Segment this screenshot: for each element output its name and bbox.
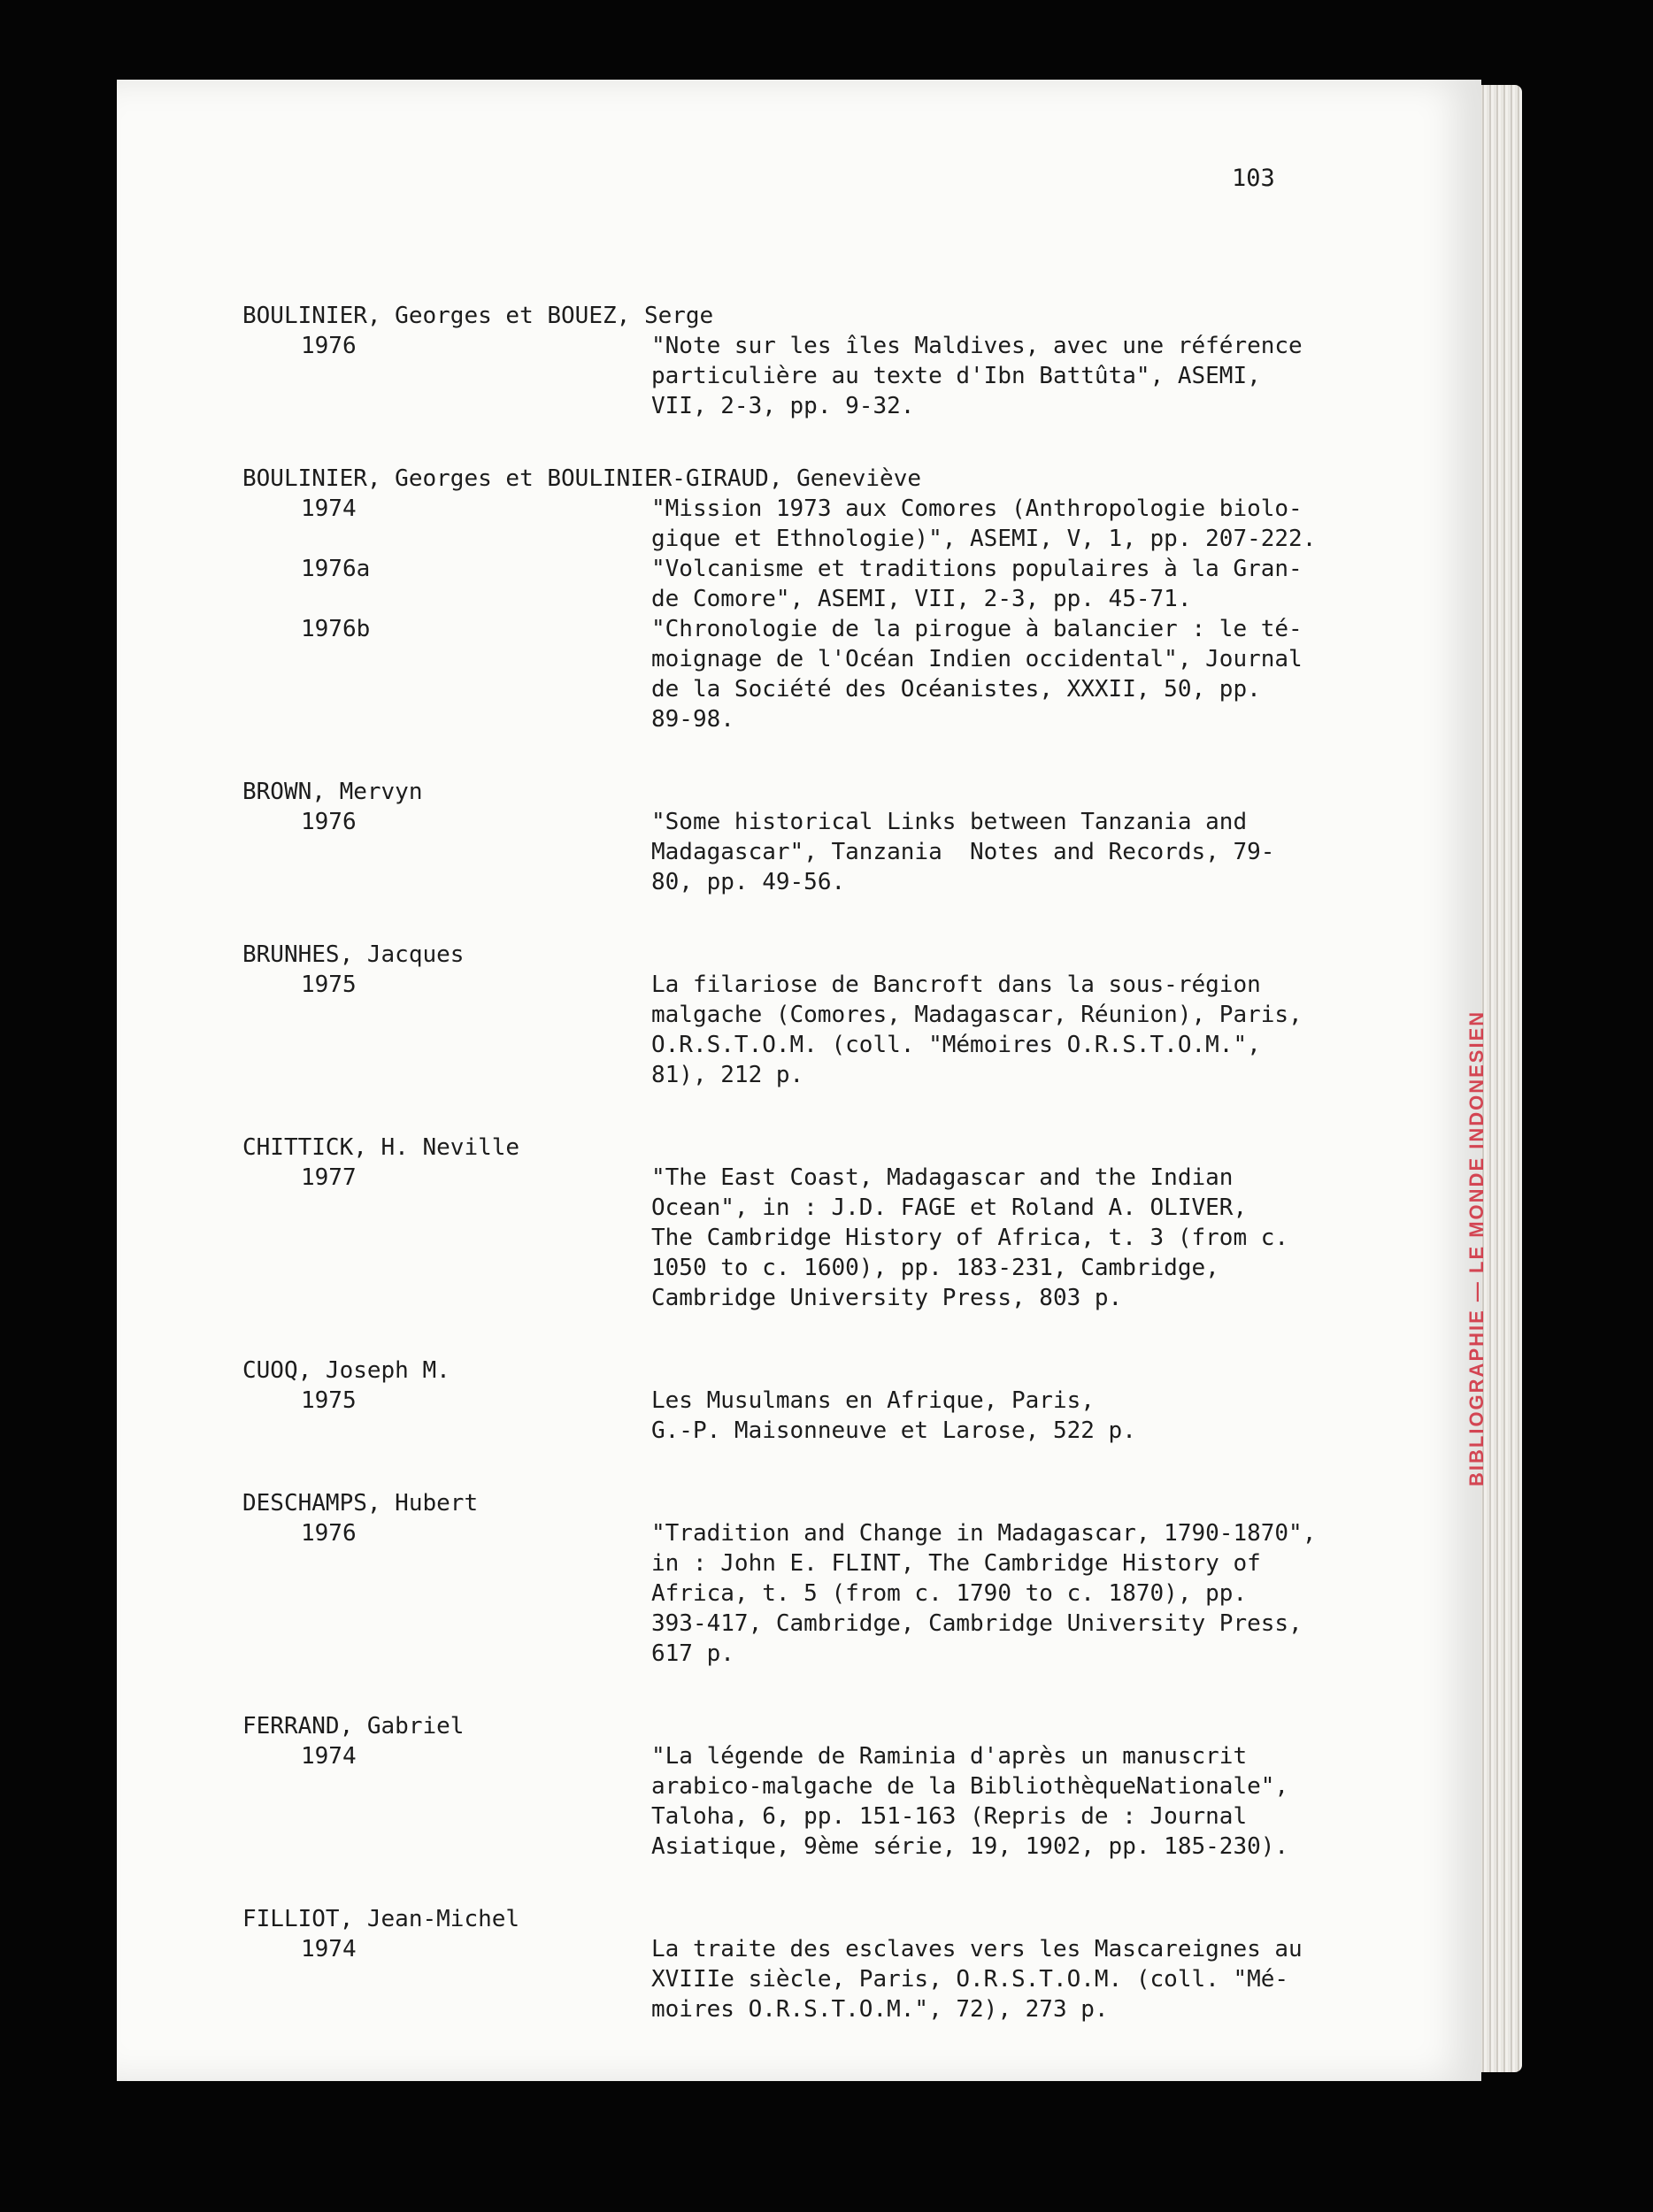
publication-citation — [651, 554, 1342, 614]
citation-line: "Chronologie de la pirogue à balancier : le té- — [651, 616, 1303, 642]
citation-line: The Cambridge History of Africa, t. 3 (from c. — [651, 1225, 1289, 1251]
citation-line: in : John E. FLINT, The Cambridge History of — [651, 1550, 1261, 1577]
publication-year: 1974 — [301, 495, 357, 522]
publication-row — [242, 807, 1357, 897]
citation-line: XVIIIe siècle, Paris, O.R.S.T.O.M. (coll. "Mé- — [651, 1966, 1289, 1993]
bibliography-entry — [242, 777, 1357, 897]
entry-author: BRUNHES, Jacques — [242, 941, 465, 968]
publication-citation — [651, 1518, 1342, 1669]
citation-line: malgache (Comores, Madagascar, Réunion), Paris, — [651, 1002, 1303, 1028]
spine-label: BIBLIOGRAPHIE — LE MONDE INDONESIEN — [1465, 1010, 1488, 1486]
publication-citation — [651, 1386, 1342, 1446]
entry-author: BROWN, Mervyn — [242, 779, 423, 805]
citation-line: 80, pp. 49-56. — [651, 869, 846, 895]
bibliography-entry — [242, 1133, 1357, 1313]
publication-row — [242, 494, 1357, 554]
citation-line: gique et Ethnologie)", ASEMI, V, 1, pp. 207-222. — [651, 526, 1317, 552]
publication-row — [242, 331, 1357, 421]
entry-author: CUOQ, Joseph M. — [242, 1357, 450, 1384]
citation-line: Africa, t. 5 (from c. 1790 to c. 1870), pp. — [651, 1580, 1248, 1607]
publication-year: 1975 — [301, 972, 357, 998]
publication-year: 1976 — [301, 809, 357, 835]
citation-line: "Volcanisme et traditions populaires à la Gran- — [651, 556, 1303, 582]
citation-line: 617 p. — [651, 1640, 734, 1667]
citation-line: "Tradition and Change in Madagascar, 1790-1870", — [651, 1520, 1317, 1547]
citation-line: "Some historical Links between Tanzania and — [651, 809, 1248, 835]
citation-line: "La légende de Raminia d'après un manuscrit — [651, 1743, 1248, 1770]
bibliography-entry — [242, 1904, 1357, 2024]
citation-line: de la Société des Océanistes, XXXII, 50, pp. — [651, 676, 1261, 703]
bibliography-entry — [242, 1356, 1357, 1446]
bibliography-list — [242, 301, 1357, 2067]
citation-line: La traite des esclaves vers les Mascareignes au — [651, 1936, 1303, 1962]
entry-author: FERRAND, Gabriel — [242, 1713, 465, 1740]
citation-line: "Mission 1973 aux Comores (Anthropologie biolo- — [651, 495, 1303, 522]
citation-line: moignage de l'Océan Indien occidental", Journal — [651, 646, 1303, 672]
citation-line: 89-98. — [651, 706, 734, 733]
publication-row — [242, 614, 1357, 734]
publication-year: 1975 — [301, 1387, 357, 1414]
publication-row — [242, 970, 1357, 1090]
bibliography-entry — [242, 301, 1357, 421]
publication-year: 1976a — [301, 556, 371, 582]
citation-line: Cambridge University Press, 803 p. — [651, 1285, 1123, 1311]
citation-line: VII, 2-3, pp. 9-32. — [651, 393, 915, 419]
publication-citation — [651, 331, 1342, 421]
publication-citation — [651, 1934, 1342, 2024]
publication-year: 1976b — [301, 616, 371, 642]
bibliography-entry — [242, 940, 1357, 1090]
entry-author: BOULINIER, Georges et BOULINIER-GIRAUD, Geneviève — [242, 465, 922, 492]
publication-citation — [651, 614, 1342, 734]
publication-year: 1977 — [301, 1164, 357, 1191]
citation-line: 393-417, Cambridge, Cambridge University Press, — [651, 1610, 1303, 1637]
publication-year: 1976 — [301, 1520, 357, 1547]
publication-year: 1974 — [301, 1936, 357, 1962]
bibliography-entry — [242, 464, 1357, 734]
citation-line: La filariose de Bancroft dans la sous-région — [651, 972, 1261, 998]
publication-citation — [651, 494, 1342, 554]
publication-citation — [651, 807, 1342, 897]
citation-line: Les Musulmans en Afrique, Paris, — [651, 1387, 1095, 1414]
publication-year: 1976 — [301, 333, 357, 359]
publication-row — [242, 1163, 1357, 1313]
entry-author: DESCHAMPS, Hubert — [242, 1490, 479, 1517]
entry-author: CHITTICK, H. Neville — [242, 1134, 520, 1161]
publication-citation — [651, 1163, 1342, 1313]
entry-author: FILLIOT, Jean-Michel — [242, 1906, 520, 1932]
bibliography-entry — [242, 1488, 1357, 1669]
citation-line: Ocean", in : J.D. FAGE et Roland A. OLIVER, — [651, 1194, 1248, 1221]
citation-line: O.R.S.T.O.M. (coll. "Mémoires O.R.S.T.O.M.", — [651, 1032, 1261, 1058]
citation-line: de Comore", ASEMI, VII, 2-3, pp. 45-71. — [651, 586, 1192, 612]
publication-citation — [651, 970, 1342, 1090]
citation-line: Taloha, 6, pp. 151-163 (Repris de : Journal — [651, 1803, 1248, 1830]
citation-line: G.-P. Maisonneuve et Larose, 522 p. — [651, 1417, 1136, 1444]
publication-row — [242, 1518, 1357, 1669]
entry-author: BOULINIER, Georges et BOUEZ, Serge — [242, 303, 714, 329]
citation-line: Asiatique, 9ème série, 19, 1902, pp. 185-230). — [651, 1833, 1289, 1860]
citation-line: particulière au texte d'Ibn Battûta", ASEMI, — [651, 363, 1261, 389]
publication-row — [242, 1386, 1357, 1446]
publication-row — [242, 1741, 1357, 1862]
publication-row — [242, 1934, 1357, 2024]
publication-citation — [651, 1741, 1342, 1862]
citation-line: "The East Coast, Madagascar and the Indian — [651, 1164, 1234, 1191]
citation-line: 81), 212 p. — [651, 1062, 804, 1088]
citation-line: moires O.R.S.T.O.M.", 72), 273 p. — [651, 1996, 1109, 2023]
citation-line: 1050 to c. 1600), pp. 183-231, Cambridge, — [651, 1255, 1219, 1281]
citation-line: arabico-malgache de la BibliothèqueNationale", — [651, 1773, 1289, 1800]
citation-line: "Note sur les îles Maldives, avec une référence — [651, 333, 1303, 359]
publication-year: 1974 — [301, 1743, 357, 1770]
page-number: 103 — [1232, 165, 1275, 192]
bibliography-entry — [242, 1711, 1357, 1862]
publication-row — [242, 554, 1357, 614]
citation-line: Madagascar", Tanzania Notes and Records, 79- — [651, 839, 1275, 865]
